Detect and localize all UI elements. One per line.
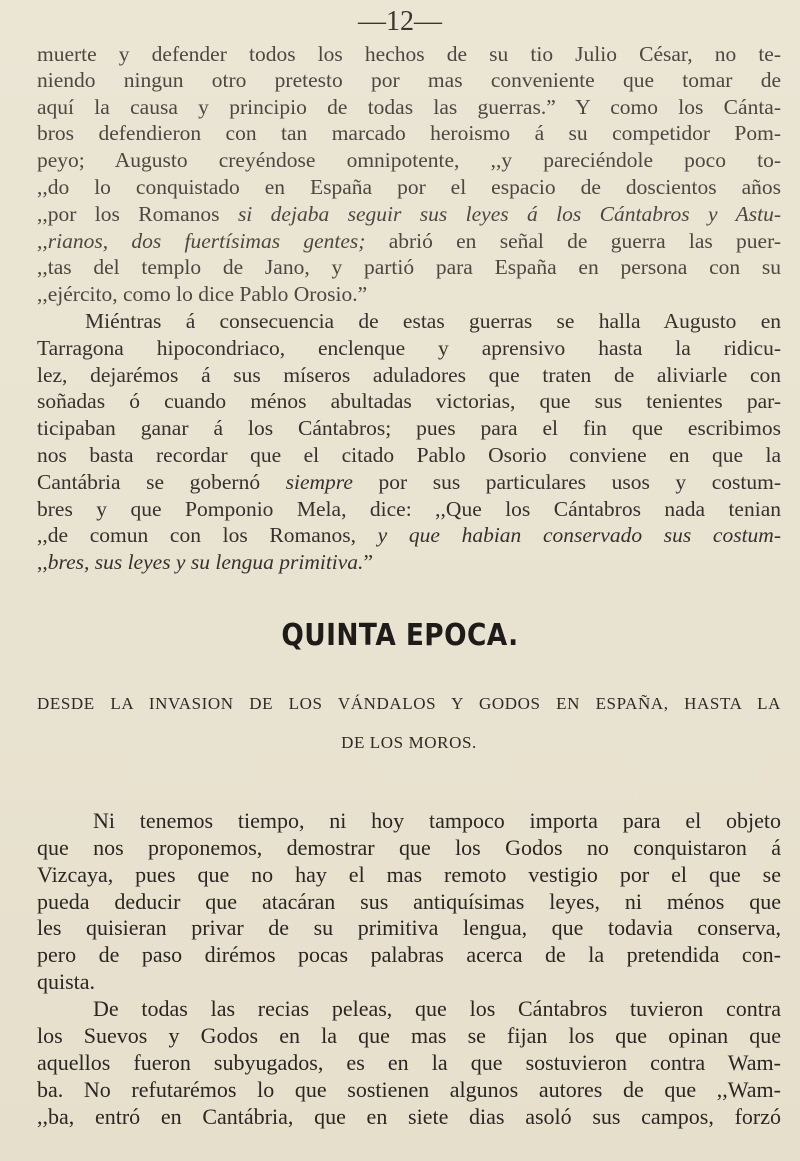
text-line: Vizcaya, pues que no hay el mas remoto vestigio por el que se [37,862,781,887]
text-run: Cantábria se gobernó [37,470,286,494]
text-line: bres y que Pomponio Mela, dice: ,,Que los Cántabros nada tenian [37,497,781,521]
text-line: ,,tas del templo de Jano, y partió para España en persona con su [37,255,781,279]
text-run: por sus particulares usos y costum- [352,470,781,494]
text-line: Tarragona hipocondriaco, enclenque y aprensivo hasta la ridicu- [37,336,781,360]
text-line: De todas las recias peleas, que los Cántabros tuvieron contra [93,996,781,1021]
text-line: ,,ejército, como lo dice Pablo Orosio.” [37,282,368,306]
italic-quote: ,,rianos, dos fuertísimas gentes; [37,229,366,253]
text-line: ba. No refutarémos lo que sostienen algunos autores de que ,,Wam- [37,1077,781,1102]
text-line [37,202,781,227]
text-line: Miéntras á consecuencia de estas guerras se halla Augusto en [85,309,781,333]
text-line: ,,do lo conquistado en España por el espacio de doscientos años [37,175,781,199]
text-line: niendo ningun otro pretesto por mas conveniente que tomar de [37,68,781,92]
text-line: nos basta recordar que el citado Pablo Osorio conviene en que la [37,443,781,467]
text-line [37,470,781,495]
italic-word: siempre [285,470,353,494]
text-line: pueda deducir que atacáran sus antiquísimas leyes, ni ménos que [37,889,781,914]
text-line [37,523,781,548]
text-run: ,,por los Romanos [37,202,238,226]
text-line: aquí la causa y principio de todas las guerras.” Y como los Cánta- [37,95,781,119]
text-line: les quisieran privar de su primitiva lengua, que todavia conserva, [37,915,781,940]
text-run: abrió en señal de guerra las puer- [365,229,781,253]
text-line: quista. [37,969,96,994]
italic-quote: y que habian conservado sus costum- [377,523,781,547]
text-line [37,550,781,575]
text-line: que nos proponemos, demostrar que los Godos no conquistaron á [37,835,781,860]
section-heading: QUINTA EPOCA. [281,618,519,653]
text-run: ” [363,550,373,574]
text-line: soñadas ó cuando ménos abultadas victorias, que sus tenientes par- [37,389,781,413]
text-line: peyo; Augusto creyéndose omnipotente, ,,y pareciéndole poco to- [37,148,781,172]
page-number: —12— [358,6,442,37]
italic-quote: si dejaba seguir sus leyes á los Cántabros y Astu- [237,202,781,226]
text-line [37,229,781,254]
text-line: lez, dejarémos á sus míseros aduladores que traten de aliviarle con [37,363,781,387]
section-subtitle: DESDE LA INVASION DE LOS VÁNDALOS Y GODOS EN ESPAÑA, HASTA LA [37,694,781,713]
text-run: ,,de comun con los Romanos, [37,523,378,547]
text-line: ticipaban ganar á los Cántabros; pues para el fin que escribimos [37,416,781,440]
text-line: los Suevos y Godos en la que mas se fijan los que opinan que [37,1023,781,1048]
text-line: pero de paso dirémos pocas palabras acerca de la pretendida con- [37,942,781,967]
text-run: ,, [37,550,48,574]
text-line: aquellos fueron subyugados, es en la que sostuvieron contra Wam- [37,1050,781,1075]
italic-quote: bres, sus leyes y su lengua primitiva. [47,550,364,574]
text-line: muerte y defender todos los hechos de su tio Julio César, no te- [37,42,781,66]
section-subtitle: DE LOS MOROS. [341,733,477,752]
text-line: Ni tenemos tiempo, ni hoy tampoco importa para el objeto [93,808,781,833]
text-line: ,,ba, entró en Cantábria, que en siete dias asoló sus campos, forzó [37,1104,781,1129]
text-line: bros defendieron con tan marcado heroismo á su competidor Pom- [37,121,781,145]
